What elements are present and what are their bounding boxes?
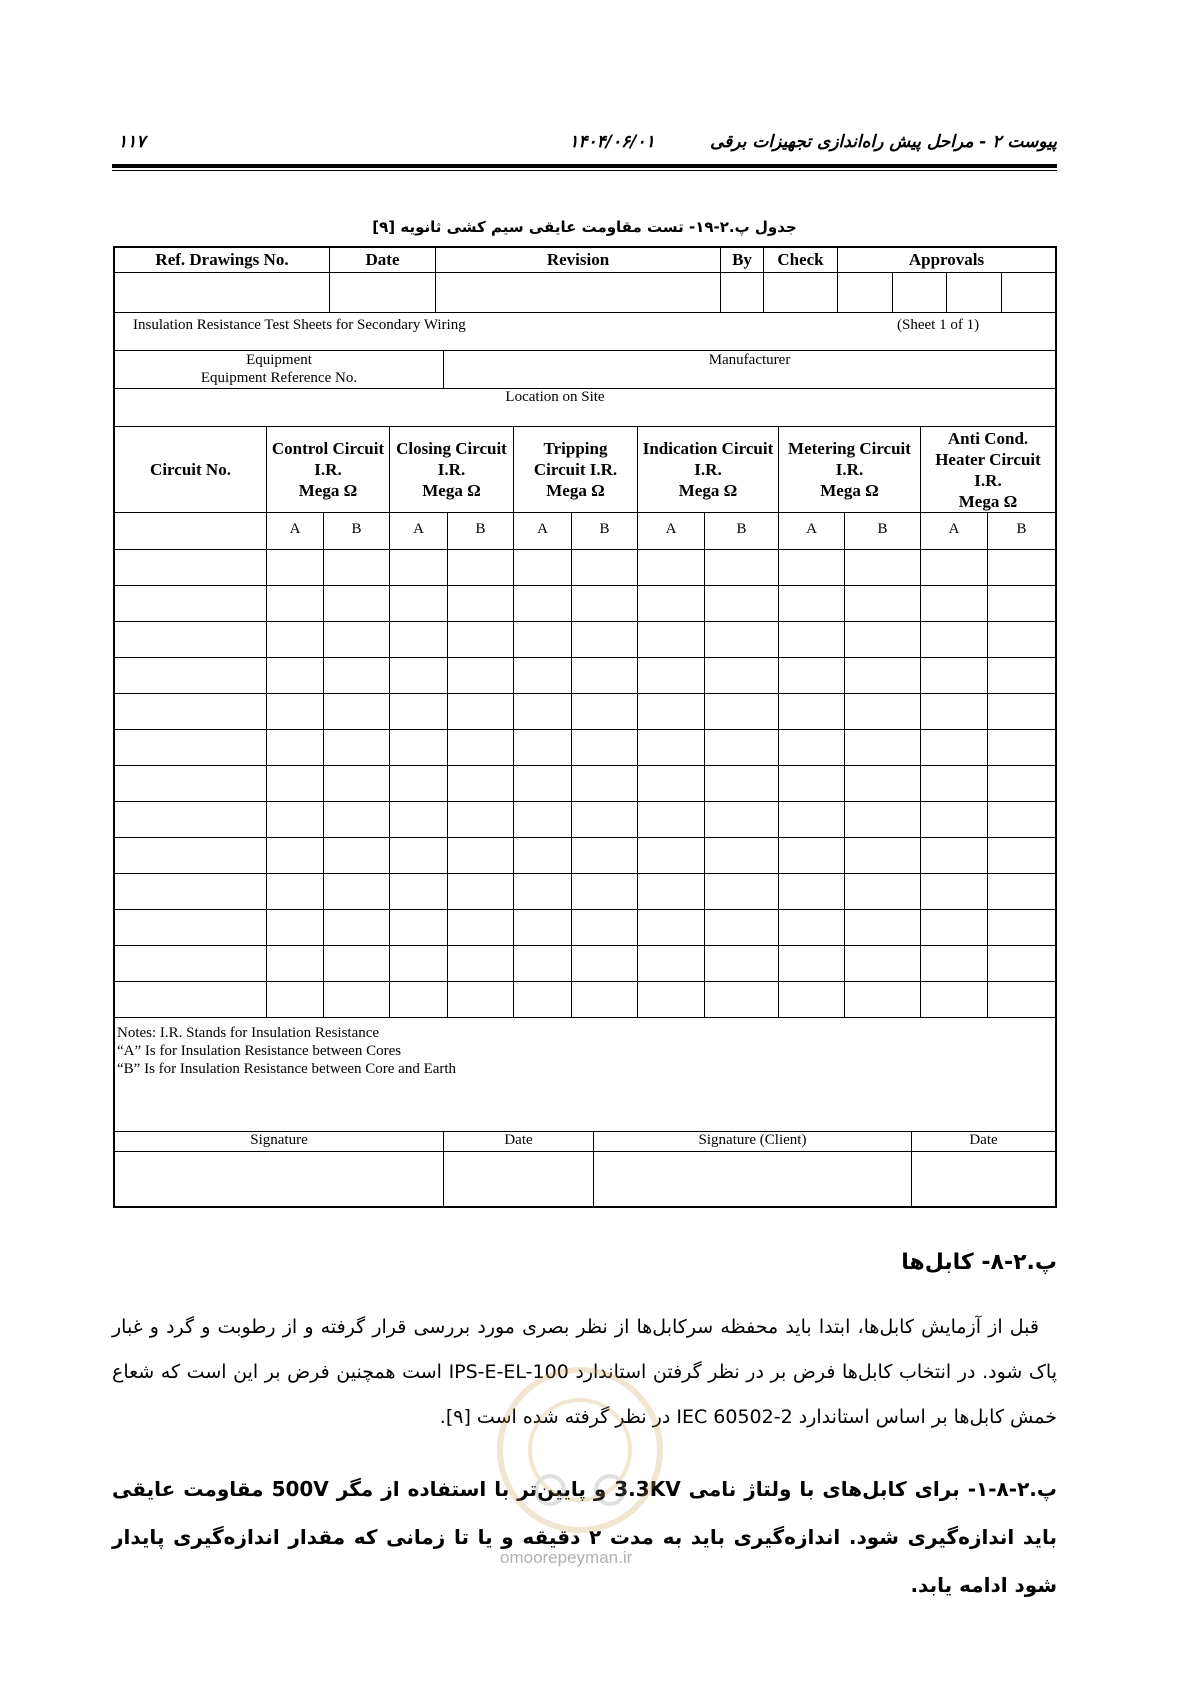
signature-entry[interactable]: [115, 1152, 444, 1206]
signature-entry-row: [115, 1152, 1055, 1206]
manufacturer-label: Manufacturer: [708, 352, 791, 368]
circuit-no-cell[interactable]: [115, 910, 267, 945]
ref-header-row: [115, 248, 1055, 273]
measurement-cell[interactable]: [988, 694, 1055, 729]
table-row: [115, 550, 1055, 586]
measurement-cell[interactable]: [267, 586, 324, 621]
measurement-cell[interactable]: [390, 910, 448, 945]
measurement-cell[interactable]: [845, 838, 921, 873]
circuit-no-header: Circuit No.: [115, 427, 267, 512]
measurement-cell[interactable]: [390, 946, 448, 981]
measurement-cell[interactable]: [988, 550, 1055, 585]
sub-a-label: A: [806, 521, 817, 537]
measurement-cell[interactable]: [845, 874, 921, 909]
measurement-cell[interactable]: [514, 802, 572, 837]
client-date-label: Date: [969, 1132, 998, 1148]
measurement-cell[interactable]: [572, 910, 638, 945]
sub-b-label: B: [877, 521, 888, 537]
measurement-cell[interactable]: [921, 694, 988, 729]
measurement-cell[interactable]: [638, 946, 705, 981]
measurement-cell[interactable]: [448, 946, 514, 981]
measurement-cell[interactable]: [390, 694, 448, 729]
circuit-header-row: [115, 427, 1055, 513]
sub-b-label: B: [475, 521, 486, 537]
measurement-cell[interactable]: [448, 766, 514, 801]
equipment-ref-label: Equipment Reference No.: [200, 370, 358, 386]
measurement-cell[interactable]: [638, 910, 705, 945]
sub-a-label: A: [948, 521, 960, 537]
measurement-cell[interactable]: [779, 910, 845, 945]
page-header: [112, 128, 1057, 164]
measurement-cell[interactable]: [514, 694, 572, 729]
location-label: Location on Site: [505, 389, 605, 405]
measurement-cell[interactable]: [267, 550, 324, 585]
date-label: Date: [365, 250, 400, 269]
equipment-row: [115, 351, 1055, 389]
measurement-cell[interactable]: [448, 874, 514, 909]
measurement-cell[interactable]: [324, 910, 390, 945]
table-row: [115, 910, 1055, 946]
measurement-cell[interactable]: [324, 550, 390, 585]
test-sheet-form: [113, 246, 1057, 1208]
measurement-cell[interactable]: [324, 874, 390, 909]
measurement-cell[interactable]: [572, 730, 638, 765]
table-row: [115, 694, 1055, 730]
sub-a-label: A: [289, 521, 301, 537]
measurement-cell[interactable]: [705, 766, 779, 801]
measurement-cell[interactable]: [779, 982, 845, 1017]
circuit-no-subcell: [115, 513, 267, 549]
measurement-cell[interactable]: [779, 586, 845, 621]
closing-circuit-header: Closing Circuit I.R. Mega Ω: [390, 427, 514, 512]
approvals-label: Approvals: [908, 250, 985, 269]
by-entry[interactable]: [721, 273, 764, 312]
measurement-cell[interactable]: [572, 658, 638, 693]
measurement-cell[interactable]: [638, 694, 705, 729]
ab-subheader-row: [115, 513, 1055, 550]
watermark-logo-icon: [480, 1350, 680, 1550]
measurement-cell[interactable]: [845, 802, 921, 837]
measurement-cell[interactable]: [779, 550, 845, 585]
approval-entry[interactable]: [1002, 273, 1055, 312]
location-row: [115, 389, 1055, 427]
measurement-cell[interactable]: [988, 946, 1055, 981]
sheet-number: (Sheet 1 of 1): [897, 317, 980, 333]
page-number: ۱۱۷: [118, 132, 146, 152]
control-circuit-header: Control Circuit I.R. Mega Ω: [267, 427, 390, 512]
note-line: “A” Is for Insulation Resistance between Cores: [117, 1043, 402, 1059]
measurement-cell[interactable]: [267, 694, 324, 729]
measurement-cell[interactable]: [705, 694, 779, 729]
measurement-cell[interactable]: [514, 838, 572, 873]
table-row: [115, 586, 1055, 622]
measurement-cell[interactable]: [324, 766, 390, 801]
measurement-cell[interactable]: [267, 766, 324, 801]
measurement-cell[interactable]: [572, 622, 638, 657]
measurement-cell[interactable]: [638, 550, 705, 585]
ref-entry-row: [115, 273, 1055, 313]
measurement-cell[interactable]: [572, 946, 638, 981]
header-date: ۱۴۰۴/۰۶/۰۱: [569, 132, 655, 152]
measurement-cell[interactable]: [324, 946, 390, 981]
measurement-cell[interactable]: [705, 730, 779, 765]
measurement-cell[interactable]: [921, 586, 988, 621]
measurement-cell[interactable]: [845, 586, 921, 621]
header-rule-thin: [112, 170, 1057, 171]
notes-block: [115, 1022, 1055, 1132]
measurement-cell[interactable]: [390, 982, 448, 1017]
measurement-cell[interactable]: [705, 802, 779, 837]
measurement-cell[interactable]: [779, 766, 845, 801]
header-title: پیوست ۲ - مراحل پیش راه‌اندازی تجهیزات برقی: [710, 132, 1057, 152]
signature-date-entry[interactable]: [444, 1152, 594, 1206]
measurement-grid: [115, 513, 1055, 1022]
watermark-text: omoorepeyman.ir: [500, 1548, 633, 1567]
measurement-cell[interactable]: [572, 766, 638, 801]
measurement-cell[interactable]: [921, 874, 988, 909]
subsection-paragraph: پ.۲-۸-۱- برای کابل‌های با ولتاژ نامی 3.3KV و پایین‌تر با استفاده از مگر 500V مقاومت عایقی باید اندازه‌گیری شود. اندازه‌گیری باید به مدت ۲ دقیقه و یا تا زمانی که مقدار اندازه‌گیری پایدار شود ادامه یابد.: [112, 1477, 1058, 1597]
measurement-cell[interactable]: [267, 874, 324, 909]
table-row: [115, 946, 1055, 982]
measurement-cell[interactable]: [448, 910, 514, 945]
signature-date-label: Date: [504, 1132, 533, 1148]
measurement-cell[interactable]: [921, 802, 988, 837]
measurement-cell[interactable]: [638, 838, 705, 873]
measurement-cell[interactable]: [448, 550, 514, 585]
measurement-cell[interactable]: [267, 658, 324, 693]
measurement-cell[interactable]: [921, 622, 988, 657]
equipment-label: Equipment: [246, 352, 312, 368]
note-line: “B” Is for Insulation Resistance between Core and Earth: [117, 1061, 457, 1077]
check-entry[interactable]: [764, 273, 838, 312]
signature-label: Signature: [250, 1132, 308, 1148]
measurement-cell[interactable]: [267, 838, 324, 873]
measurement-cell[interactable]: [267, 946, 324, 981]
revision-entry[interactable]: [436, 273, 721, 312]
measurement-cell[interactable]: [845, 766, 921, 801]
sub-b-label: B: [736, 521, 747, 537]
measurement-cell[interactable]: [845, 550, 921, 585]
measurement-cell[interactable]: [514, 946, 572, 981]
measurement-cell[interactable]: [638, 982, 705, 1017]
sub-a-label: A: [413, 521, 424, 537]
measurement-cell[interactable]: [572, 694, 638, 729]
by-label: By: [732, 250, 752, 269]
approval-entry[interactable]: [947, 273, 1002, 312]
measurement-cell[interactable]: [845, 982, 921, 1017]
measurement-cell[interactable]: [845, 622, 921, 657]
measurement-cell[interactable]: [988, 982, 1055, 1017]
measurement-cell[interactable]: [921, 910, 988, 945]
measurement-cell[interactable]: [988, 874, 1055, 909]
measurement-cell[interactable]: [779, 946, 845, 981]
measurement-cell[interactable]: [572, 550, 638, 585]
measurement-cell[interactable]: [448, 586, 514, 621]
measurement-cell[interactable]: [514, 658, 572, 693]
measurement-cell[interactable]: [572, 982, 638, 1017]
measurement-cell[interactable]: [390, 766, 448, 801]
table-row: [115, 622, 1055, 658]
circuit-no-cell[interactable]: [115, 694, 267, 729]
measurement-cell[interactable]: [638, 802, 705, 837]
ref-drawings-label: Ref. Drawings No.: [155, 250, 289, 269]
measurement-cell[interactable]: [779, 802, 845, 837]
table-row: [115, 658, 1055, 694]
measurement-cell[interactable]: [448, 982, 514, 1017]
circuit-no-cell[interactable]: [115, 658, 267, 693]
measurement-cell[interactable]: [572, 802, 638, 837]
measurement-cell[interactable]: [448, 658, 514, 693]
measurement-cell[interactable]: [514, 910, 572, 945]
measurement-cell[interactable]: [845, 730, 921, 765]
measurement-cell[interactable]: [448, 694, 514, 729]
measurement-cell[interactable]: [390, 838, 448, 873]
measurement-cell[interactable]: [988, 658, 1055, 693]
measurement-cell[interactable]: [267, 910, 324, 945]
date-entry[interactable]: [330, 273, 436, 312]
measurement-cell[interactable]: [514, 874, 572, 909]
measurement-cell[interactable]: [988, 838, 1055, 873]
anti-cond-heater-header: Anti Cond. Heater Circuit I.R. Mega Ω: [935, 428, 1041, 511]
measurement-cell[interactable]: [324, 982, 390, 1017]
measurement-cell[interactable]: [638, 874, 705, 909]
measurement-cell[interactable]: [705, 910, 779, 945]
measurement-cell[interactable]: [448, 622, 514, 657]
table-row: [115, 730, 1055, 766]
measurement-cell[interactable]: [324, 694, 390, 729]
measurement-cell[interactable]: [988, 910, 1055, 945]
client-signature-entry[interactable]: [594, 1152, 912, 1206]
measurement-cell[interactable]: [514, 730, 572, 765]
indication-circuit-header: Indication Circuit I.R. Mega Ω: [638, 427, 779, 512]
measurement-cell[interactable]: [514, 622, 572, 657]
measurement-cell[interactable]: [390, 802, 448, 837]
metering-circuit-header: Metering Circuit I.R. Mega Ω: [779, 427, 921, 512]
circuit-no-cell[interactable]: [115, 730, 267, 765]
measurement-cell[interactable]: [779, 730, 845, 765]
ref-drawings-entry[interactable]: [115, 273, 330, 312]
measurement-cell[interactable]: [390, 622, 448, 657]
measurement-cell[interactable]: [638, 622, 705, 657]
measurement-cell[interactable]: [921, 838, 988, 873]
measurement-cell[interactable]: [324, 658, 390, 693]
sub-b-label: B: [599, 521, 610, 537]
measurement-cell[interactable]: [390, 550, 448, 585]
client-date-entry[interactable]: [912, 1152, 1055, 1206]
measurement-cell[interactable]: [514, 550, 572, 585]
measurement-cell[interactable]: [638, 766, 705, 801]
circuit-no-cell[interactable]: [115, 766, 267, 801]
circuit-no-cell[interactable]: [115, 622, 267, 657]
measurement-cell[interactable]: [705, 622, 779, 657]
measurement-cell[interactable]: [572, 586, 638, 621]
measurement-cell[interactable]: [267, 622, 324, 657]
sheet-title: Insulation Resistance Test Sheets for Secondary Wiring: [133, 317, 466, 333]
measurement-cell[interactable]: [921, 550, 988, 585]
measurement-cell[interactable]: [845, 658, 921, 693]
section-paragraph: قبل از آزمایش کابل‌ها، ابتدا باید محفظه سرکابل‌ها از نظر بصری مورد بررسی قرار گرفته و از رطوبت و گرد و غبار پاک شود. در انتخاب کابل‌ها فرض بر در نظر گرفتن استاندارد IPS-E-EL-100 است همچنین فرض بر این است که شعاع خمش کابل‌ها بر اساس استاندارد IEC 60502-2 در نظر گرفته شده است [۹].: [112, 1316, 1057, 1428]
measurement-cell[interactable]: [390, 586, 448, 621]
header-rule-thick: [112, 164, 1057, 168]
measurement-cell[interactable]: [921, 730, 988, 765]
circuit-no-cell[interactable]: [115, 874, 267, 909]
measurement-cell[interactable]: [779, 838, 845, 873]
measurement-cell[interactable]: [638, 730, 705, 765]
sub-a-label: A: [537, 521, 548, 537]
measurement-cell[interactable]: [705, 982, 779, 1017]
measurement-cell[interactable]: [845, 694, 921, 729]
measurement-cell[interactable]: [324, 802, 390, 837]
measurement-cell[interactable]: [572, 838, 638, 873]
measurement-cell[interactable]: [324, 838, 390, 873]
measurement-cell[interactable]: [324, 622, 390, 657]
table-row: [115, 982, 1055, 1018]
tripping-circuit-header: Tripping Circuit I.R. Mega Ω: [514, 427, 638, 512]
table-row: [115, 802, 1055, 838]
measurement-cell[interactable]: [324, 586, 390, 621]
table-row: [115, 838, 1055, 874]
circuit-no-cell[interactable]: [115, 802, 267, 837]
measurement-cell[interactable]: [988, 622, 1055, 657]
measurement-cell[interactable]: [921, 658, 988, 693]
measurement-cell[interactable]: [390, 874, 448, 909]
table-row: [115, 874, 1055, 910]
table-row: [115, 766, 1055, 802]
measurement-cell[interactable]: [705, 838, 779, 873]
measurement-cell[interactable]: [988, 766, 1055, 801]
circuit-no-cell[interactable]: [115, 586, 267, 621]
circuit-no-cell[interactable]: [115, 838, 267, 873]
measurement-cell[interactable]: [705, 874, 779, 909]
approval-entry[interactable]: [838, 273, 893, 312]
measurement-cell[interactable]: [448, 838, 514, 873]
measurement-cell[interactable]: [988, 730, 1055, 765]
measurement-cell[interactable]: [324, 730, 390, 765]
measurement-cell[interactable]: [514, 766, 572, 801]
section-heading: پ.۲-۸- کابل‌ها: [901, 1250, 1057, 1275]
measurement-cell[interactable]: [390, 658, 448, 693]
circuit-no-cell[interactable]: [115, 946, 267, 981]
measurement-cell[interactable]: [988, 586, 1055, 621]
measurement-cell[interactable]: [779, 658, 845, 693]
measurement-cell[interactable]: [514, 982, 572, 1017]
sheet-title-row: [115, 313, 1055, 351]
measurement-cell[interactable]: [638, 586, 705, 621]
measurement-cell[interactable]: [779, 874, 845, 909]
measurement-cell[interactable]: [267, 730, 324, 765]
circuit-no-cell[interactable]: [115, 982, 267, 1017]
measurement-cell[interactable]: [705, 586, 779, 621]
measurement-cell[interactable]: [845, 910, 921, 945]
measurement-cell[interactable]: [845, 946, 921, 981]
measurement-cell[interactable]: [572, 874, 638, 909]
signature-label-row: [115, 1132, 1055, 1152]
measurement-cell[interactable]: [514, 586, 572, 621]
sub-a-label: A: [665, 521, 677, 537]
measurement-cell[interactable]: [988, 802, 1055, 837]
circuit-no-cell[interactable]: [115, 550, 267, 585]
note-line: Notes: I.R. Stands for Insulation Resistance: [117, 1025, 380, 1041]
measurement-cell[interactable]: [921, 982, 988, 1017]
measurement-cell[interactable]: [448, 730, 514, 765]
approval-entry[interactable]: [893, 273, 947, 312]
measurement-cell[interactable]: [779, 694, 845, 729]
measurement-cell[interactable]: [921, 946, 988, 981]
measurement-cell[interactable]: [448, 802, 514, 837]
measurement-cell[interactable]: [390, 730, 448, 765]
sub-b-label: B: [351, 521, 362, 537]
measurement-cell[interactable]: [921, 766, 988, 801]
sub-b-label: B: [1016, 521, 1027, 537]
measurement-cell[interactable]: [267, 802, 324, 837]
client-signature-label: Signature (Client): [698, 1132, 807, 1148]
measurement-cell[interactable]: [638, 658, 705, 693]
table-caption: جدول پ.۲-۱۹- تست مقاومت عایقی سیم کشی ثانویه [۹]: [372, 218, 797, 236]
measurement-cell[interactable]: [267, 982, 324, 1017]
revision-label: Revision: [546, 250, 610, 269]
measurement-cell[interactable]: [705, 658, 779, 693]
measurement-cell[interactable]: [705, 946, 779, 981]
measurement-cell[interactable]: [705, 550, 779, 585]
measurement-cell[interactable]: [779, 622, 845, 657]
check-label: Check: [777, 250, 824, 269]
